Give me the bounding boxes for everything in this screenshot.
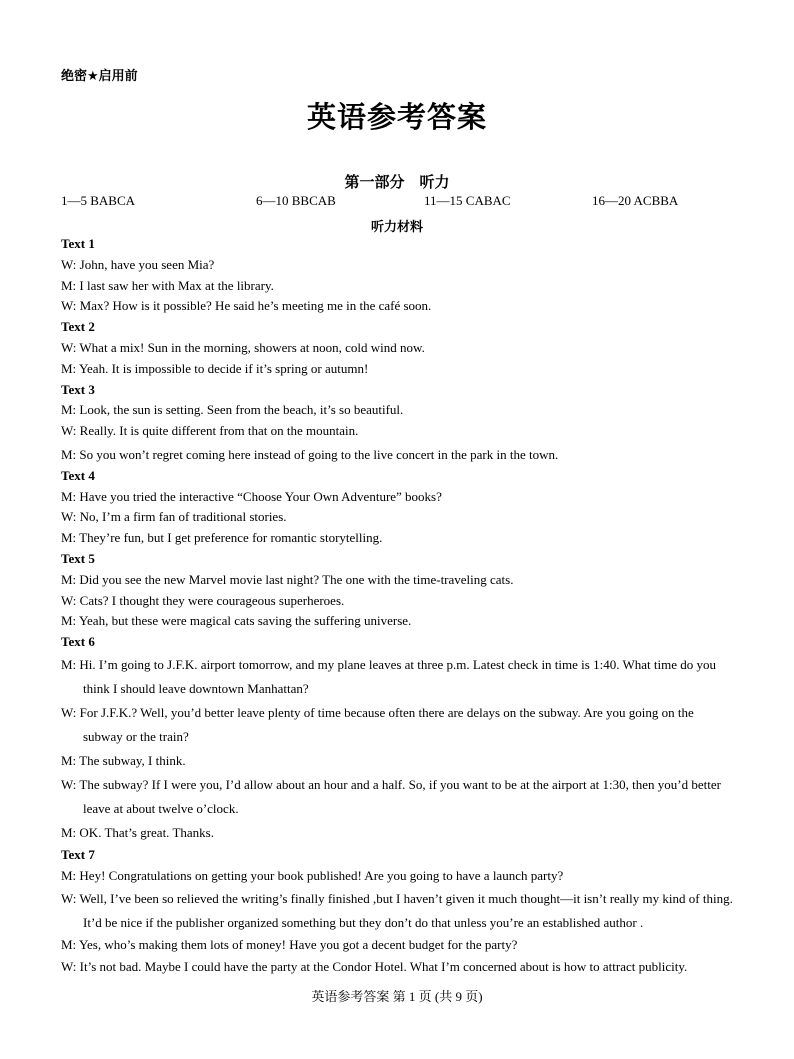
answer-group: 16—20 ACBBA	[592, 193, 679, 208]
answer-group: 6—10 BBCAB	[256, 193, 336, 208]
page-title: 英语参考答案	[306, 100, 487, 134]
dialogue-line: M: So you won’t regret coming here instead of going to the live concert in the park in the town.	[61, 446, 559, 462]
text-heading: Text 5	[61, 550, 95, 566]
dialogue-line: W: For J.F.K.? Well, you’d better leave plenty of time because often there are delays on the subway. Are you going on the subway or the train?	[61, 704, 694, 744]
dialogue-line: W: The subway? If I were you, I’d allow about an hour and a half. So, if you want to be at the airport at 1:30, then you’d better leave at about twelve o’clock.	[61, 776, 721, 816]
dialogue-line: W: Well, I’ve been so relieved the writing’s finally finished ,but I haven’t given it much thought—it isn’t really my kind of thing. It’d be nice if the publisher organized something but they don’t do that unless you’re an established author .	[61, 890, 733, 930]
dialogue-line: W: Really. It is quite different from that on the mountain.	[61, 423, 359, 439]
answer-group: 1—5 BABCA	[61, 193, 136, 208]
listening-transcripts	[61, 234, 736, 979]
subsection-heading: 听力材料	[370, 220, 423, 235]
dialogue-line: W: Max? How is it possible? He said he’s meeting me in the café soon.	[61, 298, 432, 314]
dialogue-line: M: The subway, I think.	[61, 752, 186, 768]
dialogue-line: M: Yeah. It is impossible to decide if it’s spring or autumn!	[61, 360, 369, 376]
text-heading: Text 3	[61, 381, 95, 397]
section-heading: 第一部分 听力	[344, 173, 450, 191]
answer-group: 11—15 CABAC	[424, 193, 511, 208]
dialogue-line: M: Look, the sun is setting. Seen from the beach, it’s so beautiful.	[61, 402, 404, 418]
text-heading: Text 1	[61, 236, 95, 251]
dialogue-line: M: Did you see the new Marvel movie last night? The one with the time-traveling cats.	[61, 571, 514, 587]
dialogue-line: M: Yes, who’s making them lots of money! Have you got a decent budget for the party?	[61, 936, 518, 952]
page-footer: 英语参考答案 第 1 页 (共 9 页)	[311, 989, 483, 1004]
dialogue-line: M: OK. That’s great. Thanks.	[61, 824, 214, 840]
dialogue-line: W: What a mix! Sun in the morning, showers at noon, cold wind now.	[61, 339, 425, 355]
text-heading: Text 4	[61, 467, 95, 483]
dialogue-line: M: Hi. I’m going to J.F.K. airport tomorrow, and my plane leaves at three p.m. Latest check in time is 1:40. What time do you think I should leave downtown Manhattan?	[61, 656, 716, 696]
dialogue-line: M: Yeah, but these were magical cats saving the suffering universe.	[61, 613, 412, 629]
dialogue-line: W: John, have you seen Mia?	[61, 256, 215, 272]
dialogue-line: M: Have you tried the interactive “Choose Your Own Adventure” books?	[61, 488, 442, 504]
dialogue-line: W: It’s not bad. Maybe I could have the party at the Condor Hotel. What I’m concerned about is how to attract publicity.	[61, 959, 688, 975]
dialogue-line: M: Hey! Congratulations on getting your book published! Are you going to have a launch party?	[61, 867, 564, 883]
text-heading: Text 7	[61, 846, 95, 862]
dialogue-line: M: They’re fun, but I get preference for romantic storytelling.	[61, 530, 383, 546]
dialogue-line: M: I last saw her with Max at the library.	[61, 277, 274, 293]
text-heading: Text 2	[61, 319, 95, 335]
dialogue-line: W: No, I’m a firm fan of traditional stories.	[61, 509, 287, 525]
text-heading: Text 6	[61, 634, 95, 650]
confidential-label: 绝密★启用前	[61, 69, 138, 84]
dialogue-line: W: Cats? I thought they were courageous superheroes.	[61, 592, 345, 608]
